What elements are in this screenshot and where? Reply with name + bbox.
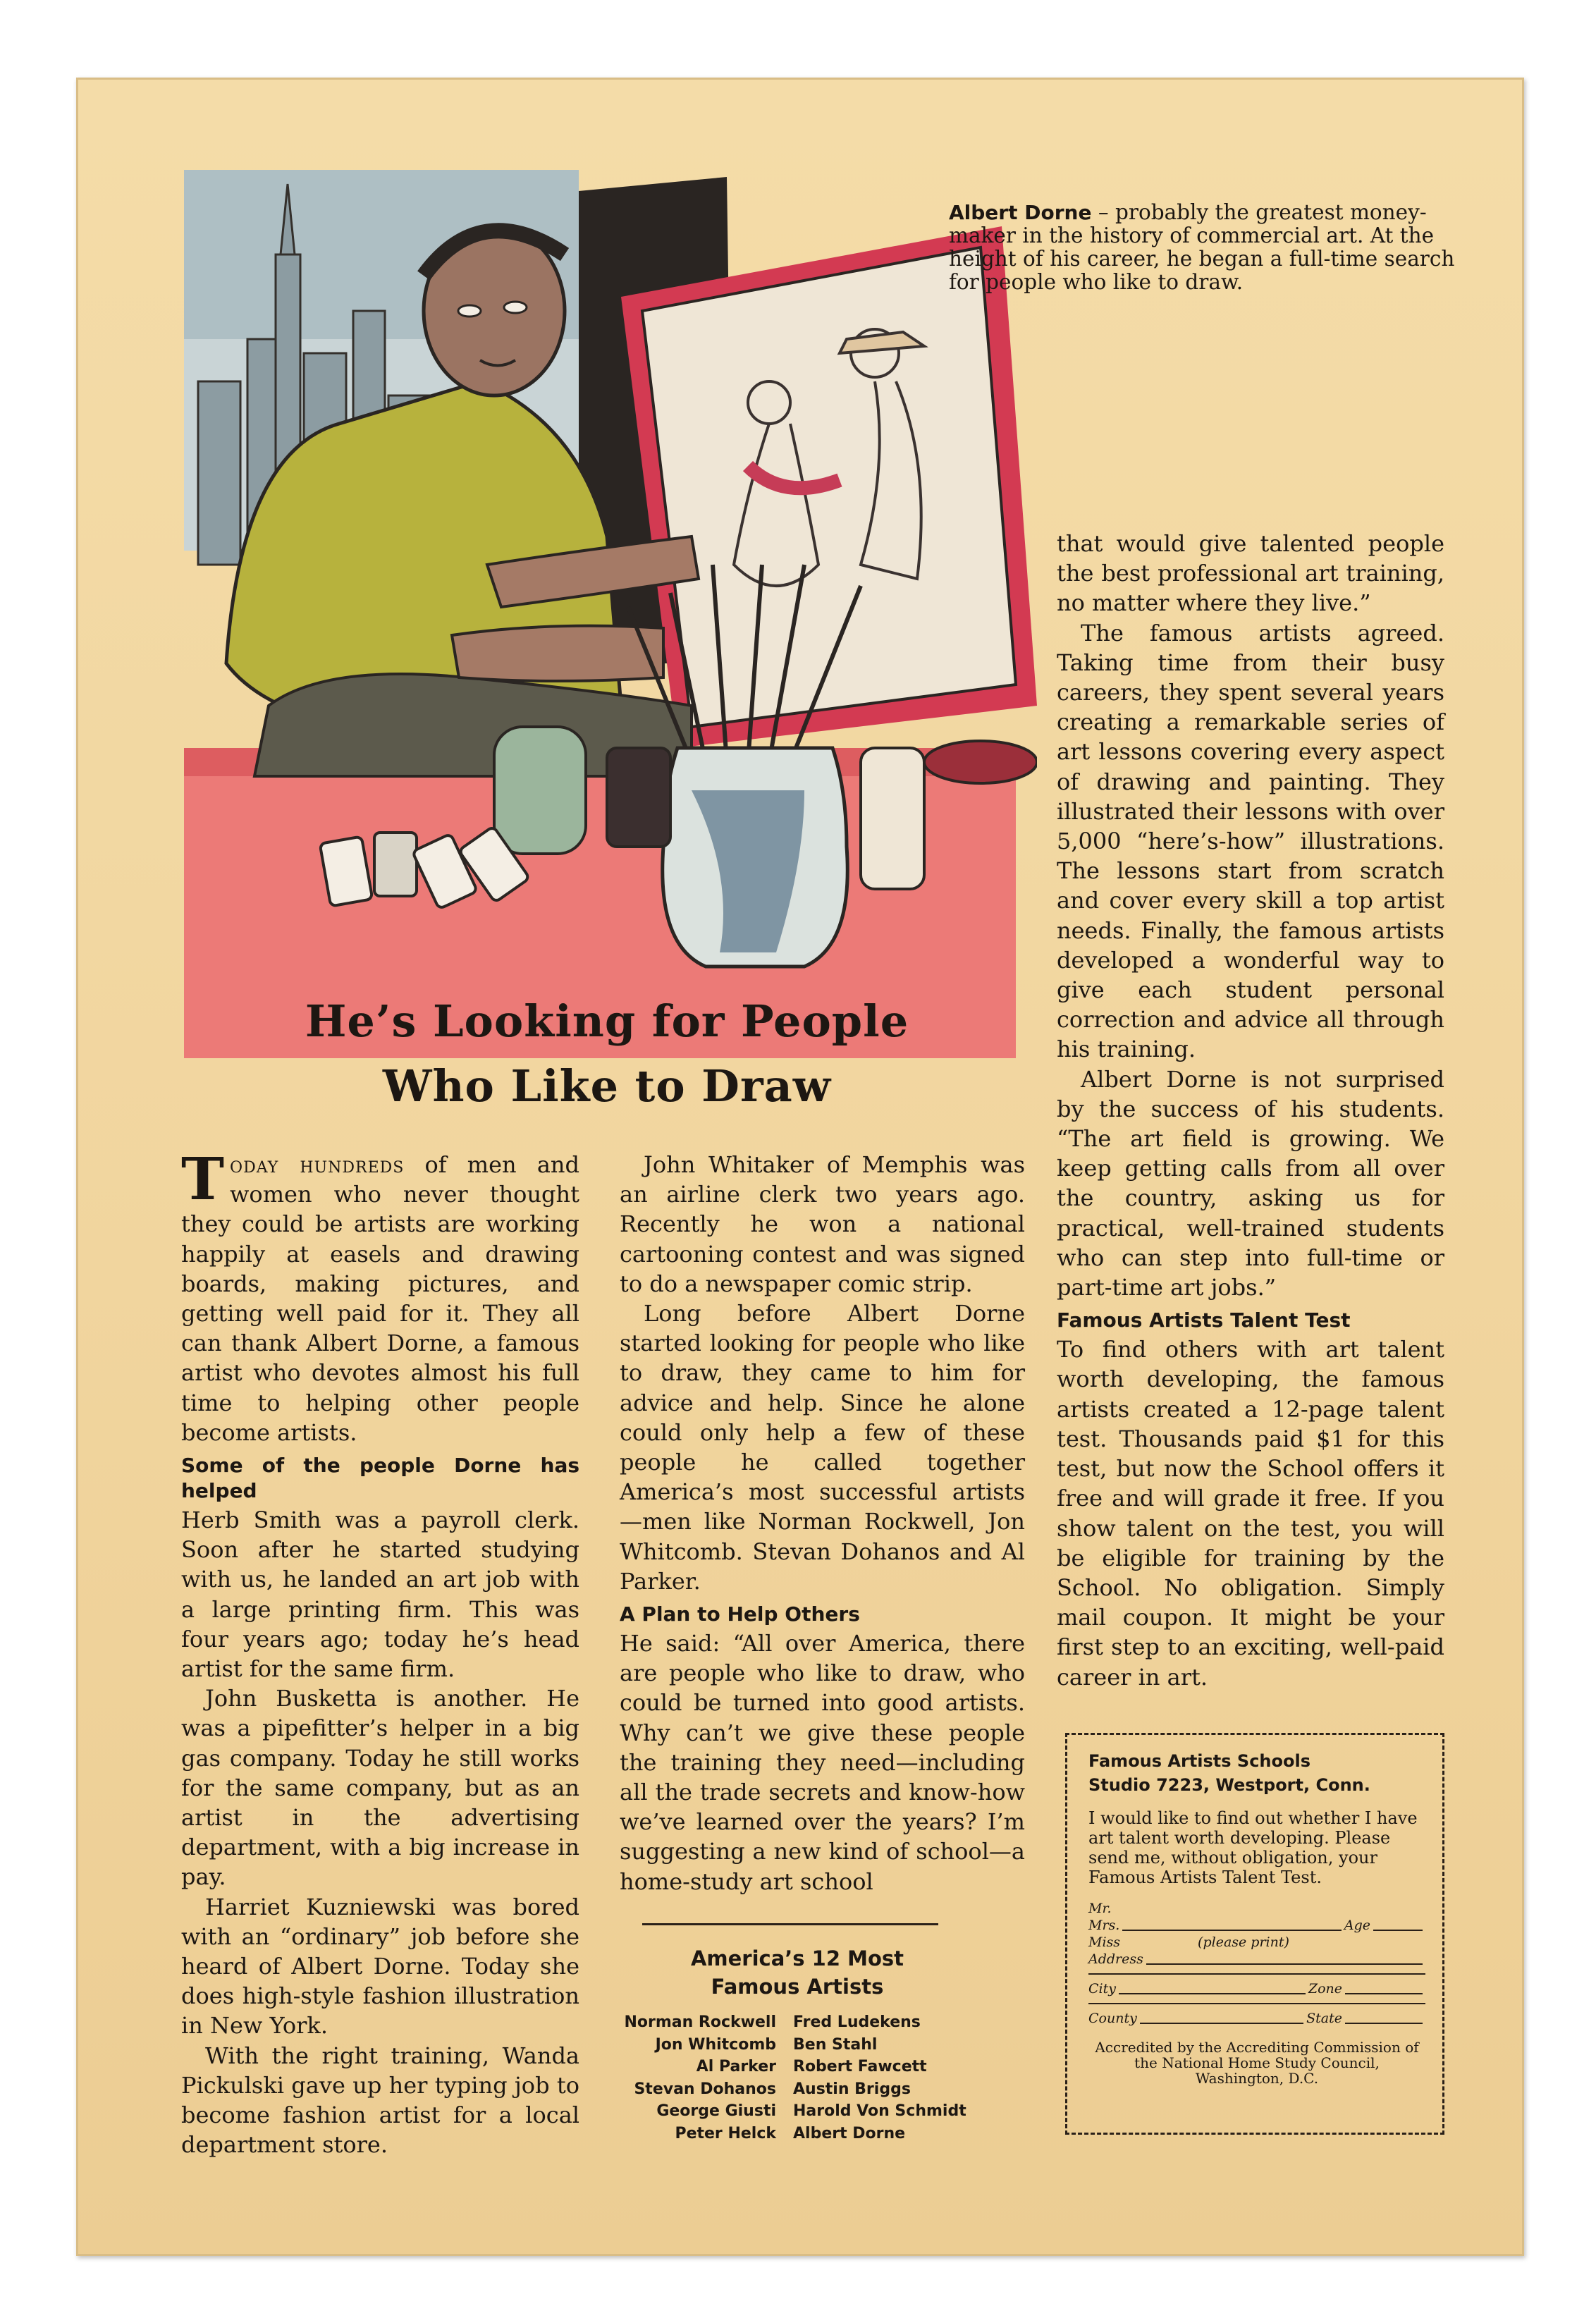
paragraph: To find others with art talent worth developing, the famous artists created a 12-page talent test. Thousands paid $1 for this test, but now the School offers it free and will grade it free. If you show talent on the test, you will be eligible for training by the School. No obligation. Simply mail coupon. It might be your first step to an exciting, well-paid career in art. [1057, 1336, 1444, 1691]
artist-name: Stevan Dohanos [634, 2080, 776, 2098]
intro-text: of men and women who never thought they could be artists are working happily at easels and drawing boards, making pictures, and getting well paid for it. They all can thank Albert Dorne, a famous artist who devotes almost his full time to helping other people become artists. [181, 1151, 579, 1446]
paragraph: Herb Smith was a payroll clerk. Soon after he started studying with us, he landed an art job with a large printing firm. This was four years ago; today he’s head artist for the same firm. [181, 1507, 579, 1683]
city-field[interactable] [1119, 1993, 1306, 1994]
text-column-3 [1057, 529, 1444, 1692]
coupon-school: Famous Artists Schools [1088, 1751, 1310, 1771]
artist-name: Peter Helck [675, 2124, 776, 2142]
mail-coupon[interactable] [1065, 1733, 1444, 2135]
paragraph: With the right training, Wanda Pickulski gave up her typing job to become fashion artist for a local department store. [181, 2042, 579, 2159]
paragraph: John Whitaker of Memphis was an airline clerk two years ago. Recently he won a national cartooning contest and was signed to do a newspaper comic strip. [620, 1151, 1025, 1297]
headline-line-1: He’s Looking for People [305, 995, 909, 1047]
address-label: Address [1088, 1951, 1143, 1967]
paragraph: that would give talented people the best professional art training, no matter where they live.” [1057, 530, 1444, 617]
magazine-page [76, 78, 1524, 2256]
paragraph: Harriet Kuzniewski was bored with an “ordinary” job before she heard of Albert Dorne. Today she does high-style fashion illustration in New York. [181, 1893, 579, 2040]
artists-title-line-2: Famous Artists [711, 1975, 884, 1999]
zone-label: Zone [1308, 1981, 1342, 1997]
paragraph: John Busketta is another. He was a pipefitter’s helper in a big gas company. Today he still works for the same company, but as an artist in the advertising department, with a big increase in pay. [181, 1685, 579, 1891]
divider [642, 1923, 938, 1925]
name-field[interactable] [1122, 1930, 1342, 1931]
subhead-talent-test: Famous Artists Talent Test [1057, 1308, 1351, 1332]
artist-illustration [184, 170, 1037, 1058]
artist-name: Austin Briggs [793, 2080, 911, 2098]
state-field[interactable] [1345, 2023, 1423, 2024]
accreditation-note: Accredited by the Accrediting Commission of the National Home Study Council, Washington, D.C. [1095, 2039, 1419, 2087]
city-label: City [1088, 1981, 1116, 1997]
headline-line-2: Who Like to Draw [382, 1060, 832, 1112]
artist-name: Harold Von Schmidt [793, 2102, 966, 2120]
state-label: State [1306, 2011, 1342, 2026]
address-field[interactable] [1146, 1963, 1423, 1965]
headline [212, 989, 1002, 1119]
age-field[interactable] [1373, 1930, 1423, 1931]
coupon-text: I would like to find out whether I have art talent worth developing. Please send me, without obligation, your Famous Artists Talent Test. [1088, 1808, 1418, 1887]
caption-text: – probably the greatest money-maker in the history of commercial art. At the height of his career, he began a full-time search for people who like to draw. [949, 200, 1455, 294]
paragraph: Long before Albert Dorne started looking for people who like to draw, they came to him for advice and help. Since he alone could only help a few of these people he called together America’s most successful artists —men like Norman Rockwell, Jon Whitcomb. Stevan Dohanos and Al Parker. [620, 1300, 1025, 1595]
miss-label: Miss [1088, 1934, 1121, 1950]
mr-label: Mr. [1088, 1901, 1112, 1916]
artist-name: George Giusti [656, 2102, 776, 2120]
text-column-2 [620, 1150, 1025, 1896]
artists-title-line-1: America’s 12 Most [690, 1946, 904, 1970]
mrs-label: Mrs. [1088, 1918, 1120, 1933]
intro-small-caps: oday hundreds [230, 1151, 405, 1178]
intro-paragraph [181, 1146, 579, 1447]
artist-name: Ben Stahl [793, 2035, 878, 2054]
paragraph: He said: “All over America, there are people who like to draw, who could be turned into good artists. Why can’t we give these people the training they need—including all the trade secrets and know-how we’ve learned over the years? I’m suggesting a new kind of school—a home-study art school [620, 1630, 1025, 1895]
artist-name: Robert Fawcett [793, 2058, 927, 2075]
artist-name: Fred Ludekens [793, 2013, 921, 2031]
artist-name: Albert Dorne [793, 2124, 906, 2142]
subhead-helped: Some of the people Dorne has helped [181, 1454, 579, 1503]
artist-name: Jon Whitcomb [655, 2035, 776, 2054]
text-column-1 [181, 1146, 579, 2160]
divider [1088, 2003, 1425, 2004]
county-label: County [1088, 2011, 1137, 2026]
divider [1088, 1973, 1425, 1975]
zone-field[interactable] [1345, 1993, 1423, 1994]
artist-name: Al Parker [696, 2058, 776, 2075]
county-field[interactable] [1140, 2023, 1303, 2024]
age-label: Age [1344, 1918, 1370, 1933]
caption-name: Albert Dorne [949, 201, 1092, 224]
artist-name: Norman Rockwell [624, 2013, 776, 2031]
print-note: (please print) [1198, 1934, 1289, 1950]
paragraph: The famous artists agreed. Taking time from their busy careers, they spent several years creating a remarkable series of art lessons covering every aspect of drawing and painting. They illustrated their lessons with over 5,000 “here’s-how” illustrations. The lessons start from scratch and cover every skill a top artist needs. Finally, the famous artists developed a wonderful way to give each student personal correction and advice all through his training. [1057, 619, 1444, 1063]
drop-cap: T [181, 1146, 225, 1213]
paragraph: Albert Dorne is not surprised by the success of his students. “The art field is growing. We keep getting calls from all over the country, asking us for practical, well-trained students who can step into full-time or part-time art jobs.” [1057, 1065, 1444, 1301]
coupon-form [1088, 1900, 1425, 2027]
illustration-caption [949, 201, 1485, 294]
artists-list [604, 2011, 1041, 2145]
artists-title [614, 1944, 981, 2001]
subhead-plan: A Plan to Help Others [620, 1602, 860, 1626]
coupon-address: Studio 7223, Westport, Conn. [1088, 1775, 1370, 1795]
